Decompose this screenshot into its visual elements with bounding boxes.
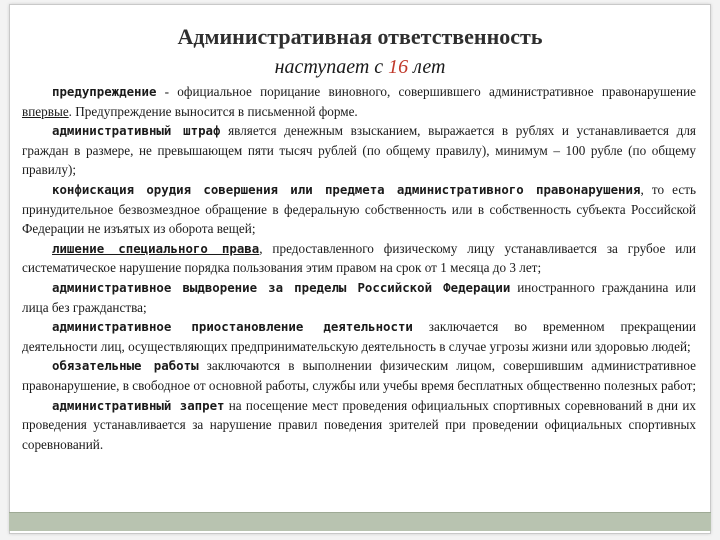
page-title: Административная ответственность: [177, 24, 543, 49]
page-subtitle: [0, 56, 720, 79]
list-item: [22, 317, 696, 356]
item-term: обязательные работы: [52, 358, 199, 374]
item-text: заключается во временном прекращении деятельности лиц, осуществляющих предпринимательскую деятельность в случае угрозы жизни или здоровью людей;: [22, 319, 696, 354]
item-term: административное выдворение за пределы Российской Федерации: [52, 279, 511, 295]
item-term: административный штраф: [52, 123, 221, 139]
item-text: иностранного гражданина или лица без гражданства;: [22, 279, 696, 315]
subtitle-suffix: лет: [413, 56, 446, 78]
item-text: заключаются в выполнении физическим лицом, совершившим административное правонарушение, в свободное от основной работы, службы или учебы время бесплатных общественно полезных работ;: [22, 358, 696, 393]
penalties-list: [22, 82, 696, 454]
item-text: на посещение мест проведения официальных спортивных соревнований в дни их проведения устанавливается за нарушение правил поведения зрителей при проведении официальных спортивных соревнований.: [22, 397, 696, 452]
item-term: административное приостановление деятельности: [52, 319, 413, 335]
item-text-2: . Предупреждение выносится в письменной форме.: [68, 103, 358, 119]
list-item: [22, 180, 696, 239]
item-text: , предоставленного физическому лицу устанавливается за грубое или систематическое нарушение порядка пользования этим правом на срок от 1 месяца до 3 лет;: [22, 240, 696, 276]
list-item: [22, 396, 696, 455]
subtitle-age: 16: [388, 56, 409, 78]
list-item: [22, 82, 696, 121]
list-item: [22, 356, 696, 395]
item-term: конфискация орудия совершения или предмета административного правонарушения: [52, 181, 641, 197]
item-text: является денежным взысканием, выражается в рублях и устанавливается для граждан в размере, не превышающем пяти тысяч рублей (по общему правилу), минимум – 100 рубле (по общему правилу);: [22, 123, 696, 178]
item-text: , то есть принудительное безвозмездное обращение в федеральную собственность или в собственность субъекта Российской Федерации не изъятых из оборота вещей;: [22, 181, 696, 237]
item-term: административный запрет: [52, 397, 225, 413]
list-item: [22, 239, 696, 278]
slide-bottom-bar: [9, 512, 711, 531]
item-text: - официальное порицание виновного, совершившего административное правонарушение: [156, 84, 696, 99]
item-term: предупреждение: [52, 84, 157, 99]
item-underlined: впервые: [22, 103, 69, 119]
subtitle-prefix: наступает с: [274, 56, 384, 78]
list-item: [22, 121, 696, 180]
item-term: лишение специального права: [52, 240, 260, 256]
list-item: [22, 278, 696, 317]
